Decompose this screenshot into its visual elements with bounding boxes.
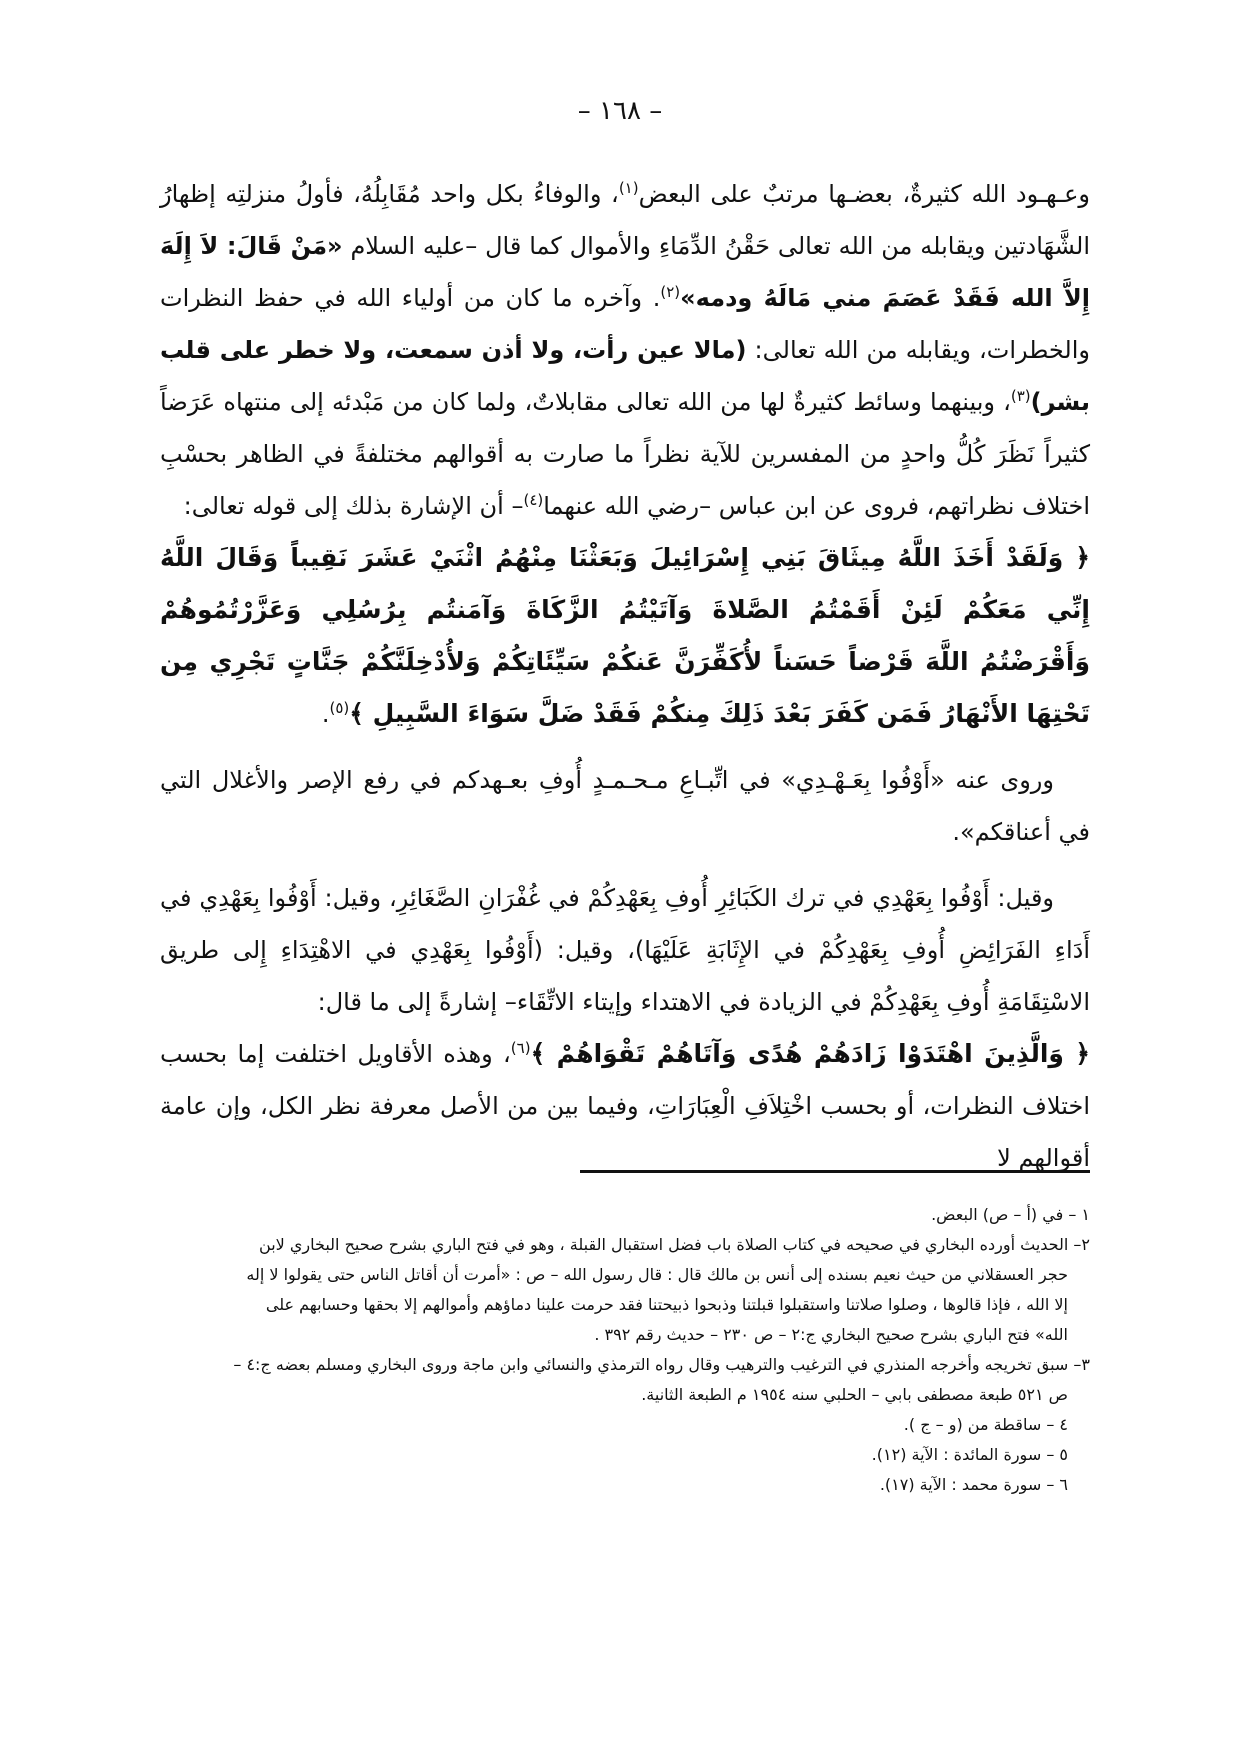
- footnote-5: ٥ – سورة المائدة : الآية (١٢).: [871, 1445, 1068, 1464]
- paragraph-4: [160, 1028, 1090, 1184]
- paragraph-1-part-a: وعـهـود الله كثيرةٌ، بعضـها مرتبٌ على البعض: [638, 180, 1091, 208]
- footnote-ref-4: (٤): [523, 491, 544, 509]
- footnote-2-line-3: إلا الله ، فإذا قالوها ، وصلوا صلاتنا واستقبلوا قبلتنا وذبحوا ذبيحتنا فقد حرمت علينا دماؤهم وأموالهم إلا بحقها وحسابهم على: [265, 1295, 1068, 1314]
- footnote-3-line-2: ص ٥٢١ طبعة مصطفى بابي – الحلبي سنه ١٩٥٤ م الطبعة الثانية.: [641, 1385, 1068, 1404]
- page-number: – ١٦٨ –: [577, 96, 663, 126]
- footnotes: [150, 1200, 1090, 1500]
- footnote-6: ٦ – سورة محمد : الآية (١٧).: [879, 1475, 1068, 1494]
- paragraph-1-part-b: ، والوفاءُ بكل واحد مُقَابِلُهُ، فأولُ منزلتِه إظهارُ الشَّهَادتين ويقابله من الله تعالى حَقْنُ الدِّمَاءِ والأموال كما قال –عليه السلام: [160, 180, 1090, 260]
- footnote-4: ٤ – ساقطة من (و – ج ).: [903, 1415, 1068, 1434]
- paragraph-3: وقيل: أَوْفُوا بِعَهْدِي في ترك الكَبَائِرِ أُوفِ بِعَهْدِكُمْ في غُفْرَانِ الصَّغَائِرِ، وقيل: أَوْفُوا بِعَهْدِي في أَدَاءِ الفَرَائِضِ أُوفِ بِعَهْدِكُمْ في الإِثَابَةِ عَلَيْهَا)، وقيل: (أَوْفُوا بِعَهْدِي في الاهْتِدَاءِ إِلى طريق الاسْتِقَامَةِ أُوفِ بِعَهْدِكُمْ في الزيادة في الاهتداء وإيتاء الاتِّقَاء– إشارةً إلى ما قال:: [160, 884, 1090, 1016]
- footnote-1: ١ – في (أ – ص) البعض.: [931, 1205, 1090, 1224]
- quran-verse-2: ﴿ وَالَّذِينَ اهْتَدَوْا زَادَهُمْ هُدًى وَآتَاهُمْ تَقْوَاهُمْ ﴾: [530, 1039, 1090, 1068]
- footnote-ref-5: (٥): [329, 699, 350, 717]
- footnote-ref-6: (٦): [510, 1039, 531, 1057]
- footnote-3: ٣– سبق تخريجه وأخرجه المنذري في الترغيب والترهيب وقال رواه الترمذي والنسائي وابن ماجة وروى البخاري ومسلم بعضه ج:٤ –: [233, 1355, 1090, 1374]
- hadith-quote-2: (مالا عين رأت، ولا أذن سمعت، ولا خطر على قلب بشر): [160, 336, 1090, 416]
- quran-verse-1-block: ﴿ وَلَقَدْ أَخَذَ اللَّهُ مِيثَاقَ بَنِي إِسْرَائِيلَ وَبَعَثْنَا مِنْهُمُ اثْنَيْ عَشَرَ نَقِيباً وَقَالَ اللَّهُ إِنِّي مَعَكُمْ لَئِنْ أَقَمْتُمُ الصَّلاةَ وَآتَيْتُمُ الزَّكَاةَ وَآمَنتُم بِرُسُلِي وَعَزَّرْتُمُوهُمْ وَأَقْرَضْتُمُ اللَّهَ قَرْضاً حَسَناً لأُكَفِّرَنَّ عَنكُمْ سَيِّئَاتِكُمْ وَلأُدْخِلَنَّكُمْ جَنَّاتٍ تَجْرِي مِن تَحْتِهَا الأَنْهَارُ فَمَن كَفَرَ بَعْدَ ذَلِكَ مِنكُمْ فَقَدْ ضَلَّ سَوَاءَ السَّبِيلِ ﴾$^{(٥)}$.: [160, 543, 1090, 728]
- paragraph-1: [160, 168, 1090, 532]
- footnote-2: ٢– الحديث أورده البخاري في صحيحه في كتاب الصلاة باب فضل استقبال القبلة ، وهو في فتح الباري بشرح صحيح البخاري لابن: [259, 1235, 1090, 1254]
- paragraph-1-part-e: – أن الإشارة بذلك إلى قوله تعالى:: [183, 492, 524, 520]
- footnote-separator: [580, 1170, 1090, 1173]
- footnote-ref-1: (١): [618, 179, 639, 197]
- hadith-quote-1: «مَنْ قَالَ: لاَ إِلَهَ إِلاَّ الله فَقَدْ عَصَمَ مني مَالَهُ ودمه»: [160, 232, 1090, 312]
- paragraph-1-part-d: ، وبينهما وسائط كثيرةٌ لها من الله تعالى مقابلاتٌ، ولما كان من مَبْدئه إلى منتهاه عَرَضاً كثيراً نَظَرَ كُلُّ واحدٍ من المفسرين للآية نظراً ما صارت به أقوالهم مختلفةً في الظاهر بحسْبِ اختلاف نظراتهم، فروى عن ابن عباس –رضي الله عنهما: [160, 388, 1090, 520]
- paragraph-1-part-c: . وآخره ما كان من أولياء الله في حفظ النظرات والخطرات، ويقابله من الله تعالى:: [160, 284, 1090, 364]
- paragraph-4-text: ، وهذه الأقاويل اختلفت إما بحسب اختلاف النظرات، أو بحسب اخْتِلاَفِ الْعِبَارَاتِ، وفيما بين من الأصل معرفة نظر الكل، وإن عامة أقوالهم لا: [160, 1040, 1090, 1172]
- quran-verse-1: ﴿ وَلَقَدْ أَخَذَ اللَّهُ مِيثَاقَ بَنِي إِسْرَائِيلَ وَبَعَثْنَا مِنْهُمُ اثْنَيْ عَشَرَ نَقِيباً وَقَالَ اللَّهُ إِنِّي مَعَكُمْ لَئِنْ أَقَمْتُمُ الصَّلاةَ وَآتَيْتُمُ الزَّكَاةَ وَآمَنتُم بِرُسُلِي وَعَزَّرْتُمُوهُمْ وَأَقْرَضْتُمُ اللَّهَ قَرْضاً حَسَناً لأُكَفِّرَنَّ عَنكُمْ سَيِّئَاتِكُمْ وَلأُدْخِلَنَّكُمْ جَنَّاتٍ تَجْرِي مِن تَحْتِهَا الأَنْهَارُ فَمَن كَفَرَ بَعْدَ ذَلِكَ مِنكُمْ فَقَدْ ضَلَّ سَوَاءَ السَّبِيلِ ﴾: [160, 543, 1090, 728]
- footnote-2-line-4: الله» فتح الباري بشرح صحيح البخاري ج:٢ – ص ٢٣٠ – حديث رقم ٣٩٢ .: [594, 1325, 1068, 1344]
- footnote-ref-2: (٢): [660, 283, 681, 301]
- footnote-2-line-2: حجر العسقلاني من حيث نعيم بسنده إلى أنس بن مالك قال : قال رسول الله – ص : «أمرت أن أقاتل الناس حتى يقولوا لا إله: [246, 1265, 1068, 1284]
- paragraph-2: وروى عنه «أَوْفُوا بِعَـهْـدِي» في اتِّبـاعِ مـحـمـدٍ أُوفِ بعـهدكم في رفع الإصر والأغلال التي في أعناقكم».: [160, 766, 1090, 846]
- main-text: [160, 168, 1090, 1184]
- footnote-ref-3: (٣): [1010, 387, 1031, 405]
